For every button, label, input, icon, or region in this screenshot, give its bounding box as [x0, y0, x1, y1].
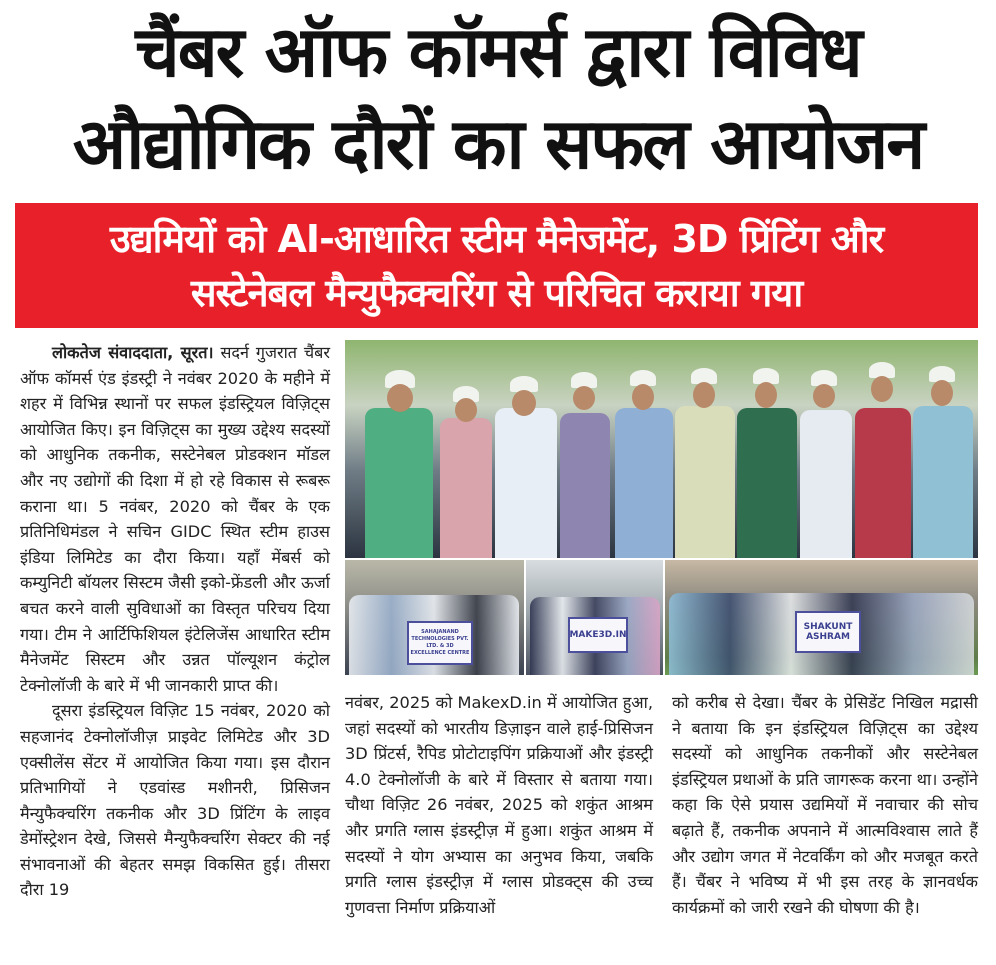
byline: लोकतेज संवाददाता, सूरत।: [52, 343, 214, 362]
article-paragraph-3: नवंबर, 2025 को MakexD.in में आयोजित हुआ, जहां सदस्यों को भारतीय डिज़ाइन वाले हाई-प्रिसिजन 3D प्रिंटर्स, रैपिड प्रोटोटाइपिंग प्रक्रियाओं और इंडस्ट्री 4.0 टेक्नोलॉजी के बारे में विस्तार से बताया गया। चौथा विज़िट 26 नवंबर, 2025 को शकुंत आश्रम और प्रगति ग्लास इंडस्ट्रीज़ में हुआ। शकुंत आश्रम में सदस्यों ने योग अभ्यास का अनुभव किया, जबकि प्रगति ग्लास इंडस्ट्रीज़ में ग्लास प्रोडक्ट्स की उच्च गुणवत्ता निर्माण प्रक्रियाओं: [345, 693, 653, 917]
article-paragraph-1-text: सदर्न गुजरात चैंबर ऑफ कॉमर्स एंड इंडस्ट्री ने नवंबर 2020 के महीने में शहर में विभिन्न स्थानों पर सफल इंडस्ट्रियल विज़िट्स आयोजित किए। इन विज़िट्स का मुख्य उद्देश्य सदस्यों को आधुनिक तकनीक, सस्टेनेबल प्रोडक्शन मॉडल और नए उद्योगों की दिशा में हो रहे विकास से रूबरू कराना था। 5 नवंबर, 2020 को चैंबर के एक प्रतिनिधिमंडल ने सचिन GIDC स्थित स्टीम हाउस इंडिया लिमिटेड का दौरा किया। यहाँ मेंबर्स को कम्युनिटी बॉयलर सिस्टम जैसी इको-फ्रेंडली और ऊर्जा बचत करने वाली सुविधाओं का विस्तृत परिचय दिया गया। टीम ने आर्टिफिशियल इंटेलिजेंस आधारित स्टीम मैनेजमेंट सिस्टम और उन्नत पॉल्यूशन कंट्रोल टेक्नोलॉजी के बारे में भी जानकारी प्राप्त की।: [20, 343, 330, 695]
photo-collage: [345, 340, 978, 675]
sign-shakunt-ashram: SHAKUNT ASHRAM: [795, 611, 861, 653]
sign-make3d: MAKE3D.IN: [568, 617, 628, 653]
main-group-photo: [345, 340, 978, 558]
article-paragraph-4: को करीब से देखा। चैंबर के प्रेसिडेंट निखिल मद्रासी ने बताया कि इन इंडस्ट्रियल विज़िट्स का उद्देश्य सदस्यों को आधुनिक तकनीकों और सस्टेनेबल इंडस्ट्रियल प्रथाओं के प्रति जागरूक करना था। उन्होंने कहा कि ऐसे प्रयास उद्यमियों में नवाचार की सोच बढ़ाते हैं, तकनीक अपनाने में आत्मविश्वास लाते हैं और उद्योग जगत में नेटवर्किंग को और मजबूत करते हैं। चैंबर ने भविष्य में भी इस तरह के ज्ञानवर्धक कार्यक्रमों को जारी रखने की घोषणा की है।: [672, 693, 978, 917]
subheadline-line-2: सस्टेनेबल मैन्युफैक्चरिंग से परिचित कराया गया: [190, 270, 803, 315]
headline: [0, 6, 996, 190]
article-column-2: [345, 690, 653, 920]
subheadline-banner: [15, 203, 978, 328]
article-column-3: [672, 690, 978, 920]
subheadline-line-1: उद्यमियों को AI-आधारित स्टीम मैनेजमेंट, 3D प्रिंटिंग और: [109, 216, 884, 261]
group-photo-shakunt-ashram: [665, 560, 978, 675]
sign-sahajanand: SAHAJANAND TECHNOLOGIES PVT. LTD. & 3D EXCELLENCE CENTRE: [407, 621, 473, 665]
headline-line-2: औद्योगिक दौरों का सफल आयोजन: [72, 103, 924, 185]
article-paragraph-2: दूसरा इंडस्ट्रियल विज़िट 15 नवंबर, 2020 को सहजानंद टेक्नोलॉजीज़ प्राइवेट लिमिटेड और 3D एक्सीलेंस सेंटर में आयोजित किया गया। इस दौरान प्रतिभागियों ने एडवांस्ड मशीनरी, प्रिसिजन मैन्युफैक्चरिंग तकनीक और 3D प्रिंटिंग के लाइव डेमोंस्ट्रेशन देखे, जिससे मैन्युफैक्चरिंग सेक्टर की नई संभावनाओं की बेहतर समझ विकसित हुई। तीसरा दौरा 19: [20, 701, 330, 900]
headline-line-1: चैंबर ऑफ कॉमर्स द्वारा विविध: [135, 11, 861, 93]
article-paragraph-1: [20, 340, 330, 698]
group-photo-make3d: [526, 560, 663, 675]
article-column-1: [20, 340, 330, 903]
group-photo-sahajanand: [345, 560, 524, 675]
